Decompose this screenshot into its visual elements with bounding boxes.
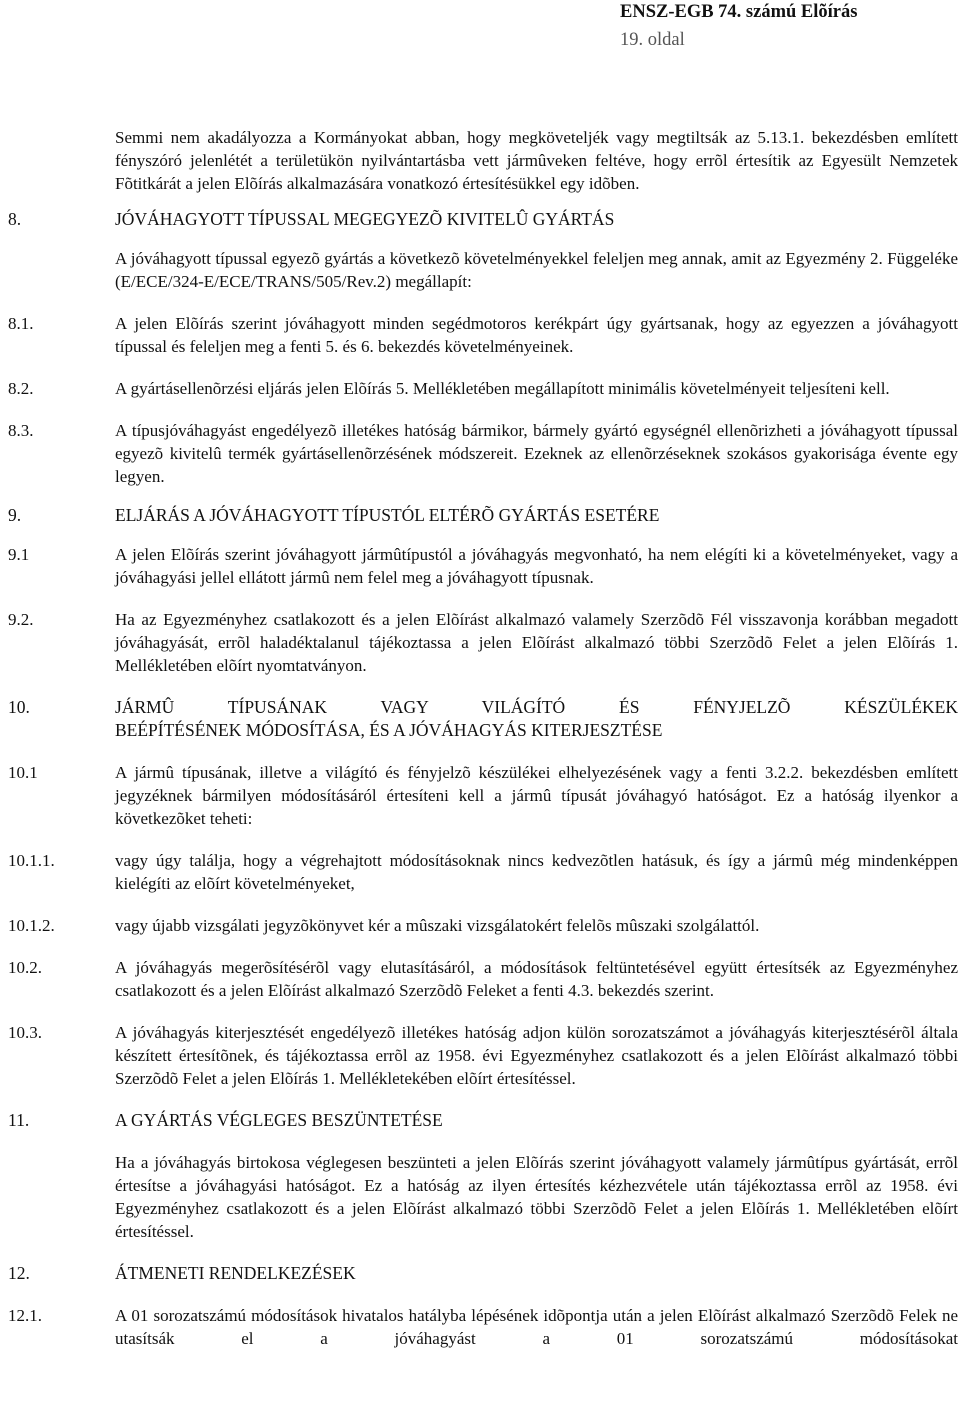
section-number: 9.	[8, 505, 22, 525]
paragraph-number: 8.3.	[8, 421, 34, 440]
paragraph-8-1	[8, 312, 958, 358]
paragraph-10-3	[8, 1021, 958, 1090]
paragraph-number: 10.1.2.	[8, 916, 55, 935]
paragraph-text: Ha az Egyezményhez csatlakozott és a jelen Elõírást alkalmazó valamely Szerzõdõ Fél visszavonja korábban megadott jóváhagyását, errõl haladéktalanul tájékoztassa a jelen Elõírást alkalmazó többi Szerzõdõ Felet a jelen Elõírás 1. Mellékletében elõírt nyomtatványon.	[115, 610, 958, 675]
paragraph-text: vagy újabb vizsgálati jegyzõkönyvet kér a mûszaki vizsgálatokért felelõs mûszaki szolgálattól.	[115, 916, 760, 935]
paragraph-number: 9.2.	[8, 610, 34, 629]
paragraph-number: 9.1	[8, 545, 30, 564]
paragraph-text: A jóváhagyás megerõsítésérõl vagy elutasításáról, a módosítások feltüntetésével együtt értesítsék az Egyezményhez csatlakozott és a jelen Elõírást alkalmazó Szerzõdõ Feleket a fenti 4.3. bekezdés szerint.	[115, 958, 958, 1000]
section-title-line-1: JÁRMÛ TÍPUSÁNAK VAGY VILÁGÍTÓ ÉS FÉNYJELZÕ KÉSZÜLÉKEK	[115, 697, 958, 717]
section-9-heading	[8, 504, 958, 527]
paragraph-number: 10.2.	[8, 958, 42, 977]
section-10-heading	[8, 696, 958, 742]
paragraph-number: 8.2.	[8, 379, 34, 398]
intro-paragraph: Semmi nem akadályozza a Kormányokat abban, hogy megköveteljék vagy megtiltsák az 5.13.1. bekezdésben említett fényszóró jelenlétét a területükön nyilvántartásba vett jármûveken feltéve, hogy errõl értesítik az Egyesült Nemzetek Fõtitkárát a jelen Elõírás alkalmazására vonatkozó értesítésükkel egy idõben.	[115, 128, 958, 193]
paragraph-10-1-2	[8, 914, 958, 937]
paragraph-number: 10.1.1.	[8, 851, 55, 870]
paragraph-text: A jóváhagyás kiterjesztését engedélyezõ illetékes hatóság adjon külön sorozatszámot a jóváhagyás kiterjesztésérõl általa készített értesítõnek, és tájékoztassa errõl az 1958. évi Egyezményhez csatlakozott és a jelen Elõírást alkalmazó többi Szerzõdõ Felet a jelen Elõírás 1. Mellékletekében elõírt értesítéssel.	[115, 1023, 958, 1088]
paragraph-9-2	[8, 608, 958, 677]
paragraph-text: A jelen Elõírás szerint jóváhagyott jármûtípustól a jóváhagyás megvonható, ha nem elégíti ki a követelményeket, vagy a jóváhagyási jellel ellátott jármû nem felel meg a jóváhagyott típusnak.	[115, 545, 958, 587]
section-number: 12.	[8, 1263, 30, 1283]
section-title: A GYÁRTÁS VÉGLEGES BESZÜNTETÉSE	[115, 1110, 443, 1130]
paragraph-10-2	[8, 956, 958, 1002]
paragraph-text: A 01 sorozatszámú módosítások hivatalos hatályba lépésének idõpontja után a jelen Elõírást alkalmazó Szerzõdõ Felek ne utasítsák el a jóváhagyást a 01 sorozatszámú módosításokat	[115, 1306, 958, 1348]
document-title: ENSZ-EGB 74. számú Elõírás	[620, 2, 858, 22]
section-8-intro: A jóváhagyott típussal egyezõ gyártás a következõ követelményekkel feleljen meg annak, amit az Egyezmény 2. Függeléke (E/ECE/324-E/ECE/TRANS/505/Rev.2) megállapít:	[115, 249, 958, 291]
section-11-heading	[8, 1109, 958, 1132]
document-body	[8, 126, 958, 1350]
paragraph-number: 10.1	[8, 763, 38, 782]
paragraph-text: vagy úgy találja, hogy a végrehajtott módosításoknak nincs kedvezõtlen hatásuk, és így a jármû még mindenképpen kielégíti az elõírt követelményeket,	[115, 851, 958, 893]
paragraph-10-1-1	[8, 849, 958, 895]
section-title-line-2: BEÉPÍTÉSÉNEK MÓDOSÍTÁSA, ÉS A JÓVÁHAGYÁS KITERJESZTÉSE	[115, 720, 663, 740]
page-number: 19. oldal	[620, 30, 685, 50]
section-11-text: Ha a jóváhagyás birtokosa véglegesen beszünteti a jelen Elõírás szerint jóváhagyott valamely jármûtípus gyártását, errõl értesítse a jóváhagyási hatóságot. Ez a hatóság az ilyen értesítés kézhezvétele után tájékoztassa errõl az 1958. évi Egyezményhez csatlakozott és a jelen Elõírást alkalmazó többi Szerzõdõ Felet a jelen Elõírás 1. Mellékletében elõírt értesítéssel.	[115, 1153, 958, 1241]
section-number: 11.	[8, 1110, 30, 1130]
section-number: 8.	[8, 209, 22, 229]
section-title: ELJÁRÁS A JÓVÁHAGYOTT TÍPUSTÓL ELTÉRÕ GYÁRTÁS ESETÉRE	[115, 505, 660, 525]
paragraph-12-1	[8, 1304, 958, 1350]
paragraph-text: A jármû típusának, illetve a világító és fényjelzõ készülékei elhelyezésének vagy a fenti 3.2.2. bekezdésben említett jegyzéknek bármilyen módosításáról értesíteni kell a jármû típusát jóváhagyó hatóságot. Ez a hatóság ilyenkor a következõket teheti:	[115, 763, 958, 828]
section-8-heading	[8, 208, 958, 231]
section-title	[115, 696, 958, 742]
paragraph-number: 8.1.	[8, 314, 34, 333]
paragraph-10-1	[8, 761, 958, 830]
paragraph-number: 12.1.	[8, 1306, 42, 1325]
section-12-heading	[8, 1262, 958, 1285]
paragraph-9-1	[8, 543, 958, 589]
paragraph-8-3	[8, 419, 958, 488]
section-title: JÓVÁHAGYOTT TÍPUSSAL MEGEGYEZÕ KIVITELÛ GYÁRTÁS	[115, 209, 615, 229]
paragraph-text: A jelen Elõírás szerint jóváhagyott minden segédmotoros kerékpárt úgy gyártsanak, hogy az egyezzen a jóváhagyott típussal és feleljen meg a fenti 5. és 6. bekezdés követelményeinek.	[115, 314, 958, 356]
paragraph-text: A típusjóváhagyást engedélyezõ illetékes hatóság bármikor, bármely gyártó egységnél ellenõrizheti a jóváhagyott típussal egyezõ kivitelû termék gyártásellenõrzésének módszereit. Ezeknek az ellenõrzéseknek szokásos gyakorisága évente egy legyen.	[115, 421, 958, 486]
page-header	[620, 0, 950, 52]
paragraph-text: A gyártásellenõrzési eljárás jelen Elõírás 5. Mellékletében megállapított minimális követelményeit teljesíteni kell.	[115, 379, 890, 398]
section-number: 10.	[8, 697, 30, 717]
paragraph-8-2	[8, 377, 958, 400]
paragraph-number: 10.3.	[8, 1023, 42, 1042]
section-title: ÁTMENETI RENDELKEZÉSEK	[115, 1263, 356, 1283]
